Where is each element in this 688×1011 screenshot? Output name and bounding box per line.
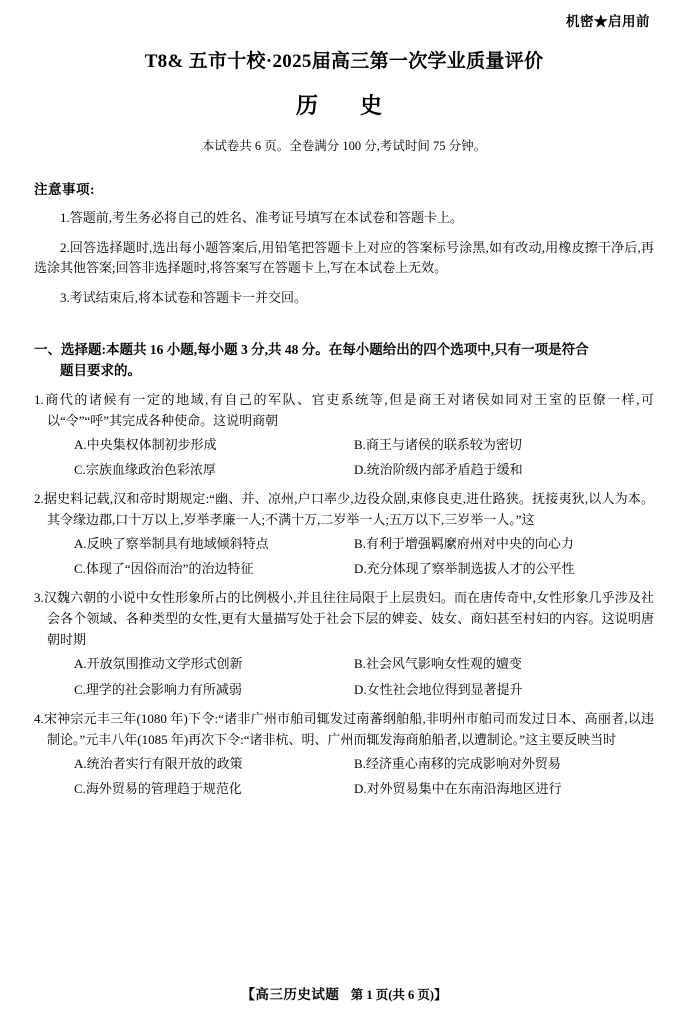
question-1-options	[34, 434, 654, 456]
question-3-options	[34, 653, 654, 675]
option-d[interactable]: D.女性社会地位得到显著提升	[354, 681, 523, 697]
notice-item: 1.答题前,考生务必将自己的姓名、准考证号填写在本试卷和答题卡上。	[60, 210, 464, 225]
page-number: 第 1 页(共 6 页)】	[350, 988, 447, 1002]
question-1	[34, 389, 654, 431]
question-stem: 4.宋神宗元丰三年(1080 年)下令:“诸非广州市舶司辄发过南蕃纲舶船,非明州市舶司而发过日本、高丽者,以违制论。”元丰八年(1085 年)再次下令:“诸非杭、明、广州而辄发海商舶船者,以遭制论。”这主要反映当时	[34, 710, 654, 747]
option-b[interactable]: B.社会风气影响女性观的嬗变	[354, 656, 522, 672]
option-b[interactable]: B.经济重心南移的完成影响对外贸易	[354, 755, 561, 771]
section-heading	[34, 339, 654, 382]
footer-text: 【高三历史试题	[241, 987, 340, 1002]
option-c[interactable]: C.体现了“因俗而治”的治边特征	[74, 561, 254, 577]
option-c[interactable]: C.海外贸易的管理趋于规范化	[74, 780, 242, 796]
page-title: T8& 五市十校·2025届高三第一次学业质量评价	[144, 51, 544, 72]
question-stem: 3.汉魏六朝的小说中女性形象所占的比例极小,并且往往局限于上层贵妇。而在唐传奇中,女性形象几乎涉及社会各个领域、各种类型的女性,更有大量描写处于社会下层的婢妾、妓女、商妇甚至村妇的内容。这说明唐朝时期	[34, 590, 654, 648]
question-4-options	[34, 778, 654, 800]
option-d[interactable]: D.统治阶级内部矛盾趋于缓和	[354, 461, 523, 477]
question-2-options	[34, 558, 654, 580]
option-a[interactable]: A.开放氛围推动文学形式创新	[74, 656, 243, 672]
question-stem: 1.商代的诸候有一定的地域,有自己的军队、官吏系统等,但是商王对诸侯如同对王室的臣僚一样,可以“令”“呼”其完成各种使命。这说明商朝	[34, 391, 654, 428]
option-d[interactable]: D.对外贸易集中在东南沿海地区进行	[354, 780, 562, 796]
question-3	[34, 587, 654, 650]
section-heading-line1: 一、选择题:本题共 16 小题,每小题 3 分,共 48 分。在每小题给出的四个选项中,只有一项是符合	[34, 341, 589, 357]
question-4-options	[34, 753, 654, 775]
subject-title: 历 史	[295, 93, 392, 118]
question-stem: 2.据史料记载,汉和帝时期规定:“幽、并、凉州,户口率少,边役众剧,束修良吏,进仕路狭。抚接夷狄,以人为本。其令缘边郡,口十万以上,岁举孝廉一人;不满十万,二岁举一人;五万以下,三岁举一人。”这	[34, 491, 654, 528]
notice-heading: 注意事项:	[34, 182, 95, 197]
section-heading-line2: 题目要求的。	[60, 363, 141, 379]
option-c[interactable]: C.理学的社会影响力有所减弱	[74, 681, 242, 697]
option-c[interactable]: C.宗族血缘政治色彩浓厚	[74, 461, 216, 477]
question-2	[34, 488, 654, 530]
notice-item: 3.考试结束后,将本试卷和答题卡一并交回。	[60, 290, 308, 306]
page-footer	[0, 983, 688, 1003]
option-b[interactable]: B.商王与诸侯的联系较为密切	[354, 436, 522, 452]
option-a[interactable]: A.反映了察举制具有地域倾斜特点	[74, 536, 269, 552]
option-b[interactable]: B.有利于增强羁縻府州对中央的向心力	[354, 536, 574, 552]
option-a[interactable]: A.中央集权体制初步形成	[74, 436, 217, 452]
question-2-options	[34, 533, 654, 555]
question-1-options	[34, 459, 654, 481]
option-a[interactable]: A.统治者实行有限开放的政策	[74, 755, 243, 771]
paper-info: 本试卷共 6 页。全卷满分 100 分,考试时间 75 分钟。	[201, 139, 487, 153]
question-4	[34, 708, 654, 750]
secret-mark: 机密★启用前	[566, 14, 650, 29]
question-3-options	[34, 679, 654, 701]
notice-item: 2.回答选择题时,选出每小题答案后,用铅笔把答题卡上对应的答案标号涂黑,如有改动,用橡皮擦干净后,再选涂其他答案;回答非选择题时,将答案写在答题卡上,写在本试卷上无效。	[34, 240, 654, 276]
option-d[interactable]: D.充分体现了察举制选拔人才的公平性	[354, 561, 575, 577]
